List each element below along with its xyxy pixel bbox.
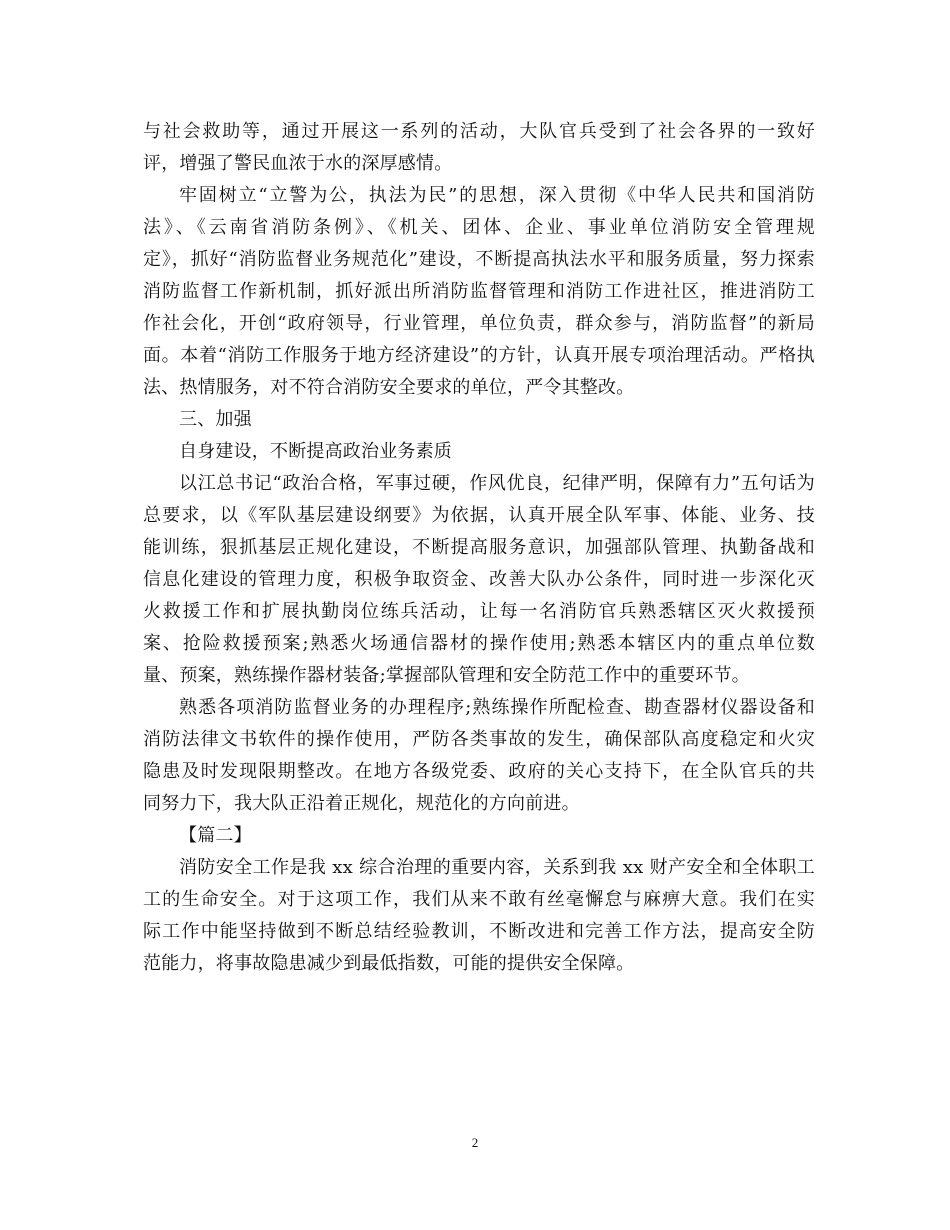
text-line: 火救援工作和扩展执勤岗位练兵活动，让每一名消防官兵熟悉辖区灭火救援预 xyxy=(143,601,815,622)
text-line: 消防法律文书软件的操作使用，严防各类事故的发生，确保部队高度稳定和火灾 xyxy=(143,729,815,750)
text-line: 案、抢险救援预案;熟悉火场通信器材的操作使用;熟悉本辖区内的重点单位数 xyxy=(143,633,815,654)
page-number: 2 xyxy=(471,1135,479,1150)
text-line: 消防安全工作是我 xx 综合治理的重要内容，关系到我 xx 财产安全和全体职工 xyxy=(179,857,815,878)
text-line: 工的生命安全。对于这项工作，我们从来不敢有丝毫懈怠与麻痹大意。我们在实 xyxy=(143,889,815,910)
text-line: 同努力下，我大队正沿着正规化，规范化的方向前进。 xyxy=(143,793,580,814)
text-line: 作社会化，开创“政府领导，行业管理，单位负责，群众参与，消防监督”的新局 xyxy=(143,313,815,334)
text-line: 消防监督工作新机制，抓好派出所消防监督管理和消防工作进社区，推进消防工 xyxy=(143,281,815,302)
text-line: 与社会救助等，通过开展这一系列的活动，大队官兵受到了社会各界的一致好 xyxy=(143,121,815,142)
text-line: 法》、《云南省消防条例》、《机关、团体、企业、事业单位消防安全管理规 xyxy=(143,217,815,238)
text-line: 际工作中能坚持做到不断总结经验教训，不断改进和完善工作方法，提高安全防 xyxy=(143,921,815,942)
text-line: 自身建设，不断提高政治业务素质 xyxy=(179,441,452,462)
text-line: 定》，抓好“消防监督业务规范化”建设，不断提高执法水平和服务质量，努力探索 xyxy=(143,249,815,270)
text-line: 隐患及时发现限期整改。在地方各级党委、政府的关心支持下，在全队官兵的共 xyxy=(143,761,815,782)
document-body xyxy=(143,116,815,980)
text-line: 熟悉各项消防监督业务的办理程序;熟练操作所配检查、勘查器材仪器设备和 xyxy=(179,697,815,718)
text-line: 法、热情服务，对不符合消防安全要求的单位，严令其整改。 xyxy=(143,377,635,398)
text-line: 总要求，以《军队基层建设纲要》为依据，认真开展全队军事、体能、业务、技 xyxy=(143,505,815,526)
text-line: 量、预案，熟练操作器材装备;掌握部队管理和安全防范工作中的重要环节。 xyxy=(143,665,750,686)
text-line: 三、加强 xyxy=(179,409,252,430)
text-line: 评，增强了警民血浓于水的深厚感情。 xyxy=(143,153,453,174)
text-line: 能训练，狠抓基层正规化建设，不断提高服务意识，加强部队管理、执勤备战和 xyxy=(143,537,815,558)
text-line: 范能力，将事故隐患减少到最低指数，可能的提供安全保障。 xyxy=(143,953,635,974)
text-line: 【篇二】 xyxy=(179,825,252,846)
text-line: 牢固树立“立警为公，执法为民”的思想，深入贯彻《中华人民共和国消防 xyxy=(179,185,815,206)
text-line: 以江总书记“政治合格，军事过硬，作风优良，纪律严明，保障有力”五句话为 xyxy=(179,473,815,494)
text-line: 信息化建设的管理力度，积极争取资金、改善大队办公条件，同时进一步深化灭 xyxy=(143,569,815,590)
text-line: 面。本着“消防工作服务于地方经济建设”的方针，认真开展专项治理活动。严格执 xyxy=(143,345,815,366)
